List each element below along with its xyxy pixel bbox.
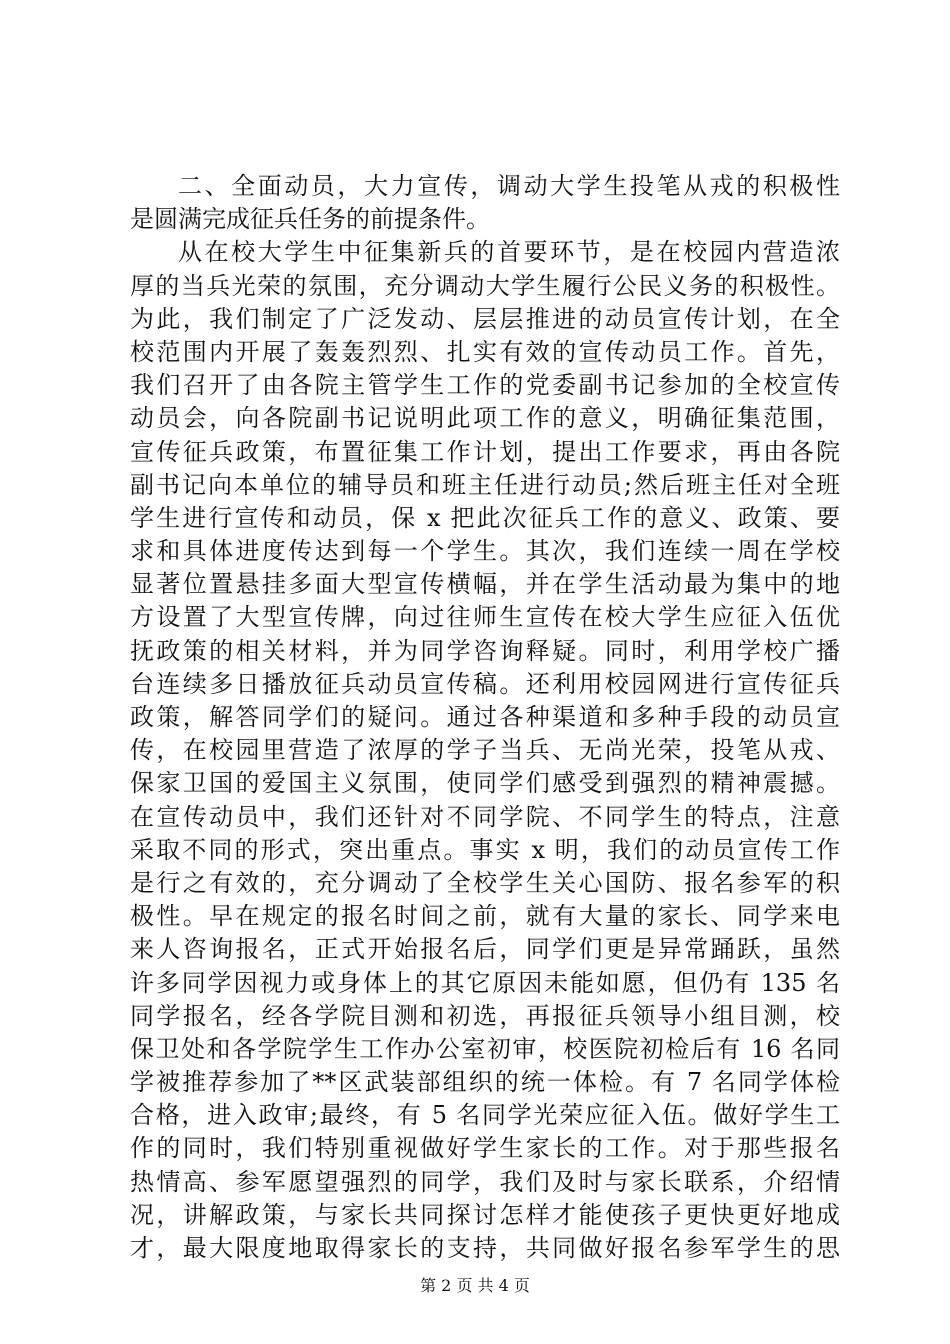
text-line: 是行之有效的，充分调动了全校学生关心国防、报名参军的积 [130, 868, 840, 897]
text-line: 采取不同的形式，突出重点。事实 x 明，我们的动员宣传工作 [130, 835, 840, 864]
text-line: 作的同时，我们特别重视做好学生家长的工作。对于那些报名 [130, 1134, 840, 1163]
text-line: 合格，进入政审;最终，有 5 名同学光荣应征入伍。做好学生工 [130, 1101, 840, 1130]
text-line: 宣传征兵政策，布置征集工作计划，提出工作要求，再由各院 [130, 437, 840, 466]
text-line: 我们召开了由各院主管学生工作的党委副书记参加的全校宣传 [130, 371, 840, 400]
text-line: 抚政策的相关材料，并为同学咨询释疑。同时，利用学校广播 [130, 636, 840, 665]
text-line: 从在校大学生中征集新兵的首要环节，是在校园内营造浓 [178, 238, 840, 267]
text-line: 厚的当兵光荣的氛围，充分调动大学生履行公民义务的积极性。 [130, 271, 840, 300]
text-line: 来人咨询报名，正式开始报名后，同学们更是异常踊跃，虽然 [130, 935, 840, 964]
text-line: 在宣传动员中，我们还针对不同学院、不同学生的特点，注意 [130, 802, 840, 831]
page-number-footer: 第 2 页 共 4 页 [420, 1276, 530, 1295]
text-line: 求和具体进度传达到每一个学生。其次，我们连续一周在学校 [130, 537, 840, 566]
text-line: 热情高、参军愿望强烈的同学，我们及时与家长联系，介绍情 [130, 1167, 840, 1196]
text-line: 学生进行宣传和动员，保 x 把此次征兵工作的意义、政策、要 [130, 503, 840, 532]
text-line: 保卫处和各学院学生工作办公室初审，校医院初检后有 16 名同 [130, 1034, 840, 1063]
text-line: 学被推荐参加了**区武装部组织的统一体检。有 7 名同学体检 [130, 1068, 840, 1097]
text-line: 方设置了大型宣传牌，向过往师生宣传在校大学生应征入伍优 [130, 603, 840, 632]
text-line: 同学报名，经各学院目测和初选，再报征兵领导小组目测，校 [130, 1001, 840, 1030]
document-body [130, 170, 840, 1265]
text-line: 为此，我们制定了广泛发动、层层推进的动员宣传计划，在全 [130, 304, 840, 333]
text-line: 况，讲解政策，与家长共同探讨怎样才能使孩子更快更好地成 [130, 1200, 840, 1229]
text-line: 才，最大限度地取得家长的支持，共同做好报名参军学生的思 [130, 1234, 840, 1262]
text-line: 台连续多日播放征兵动员宣传稿。还利用校园网进行宣传征兵 [130, 669, 840, 698]
text-line: 副书记向本单位的辅导员和班主任进行动员;然后班主任对全班 [130, 470, 840, 499]
text-line: 政策，解答同学们的疑问。通过各种渠道和多种手段的动员宣 [130, 703, 840, 731]
text-line: 二、全面动员，大力宣传，调动大学生投笔从戎的积极性 [178, 172, 840, 200]
text-line: 许多同学因视力或身体上的其它原因未能如愿，但仍有 135 名 [130, 968, 840, 997]
text-line: 显著位置悬挂多面大型宣传横幅，并在学生活动最为集中的地 [130, 570, 840, 599]
text-line: 极性。早在规定的报名时间之前，就有大量的家长、同学来电 [130, 902, 840, 931]
text-line: 动员会，向各院副书记说明此项工作的意义，明确征集范围， [130, 404, 840, 433]
text-line: 校范围内开展了轰轰烈烈、扎实有效的宣传动员工作。首先， [130, 337, 840, 366]
text-line: 传，在校园里营造了浓厚的学子当兵、无尚光荣，投笔从戎、 [130, 736, 840, 765]
text-line: 保家卫国的爱国主义氛围，使同学们感受到强烈的精神震撼。 [130, 769, 840, 798]
text-line: 是圆满完成征兵任务的前提条件。 [130, 205, 490, 234]
